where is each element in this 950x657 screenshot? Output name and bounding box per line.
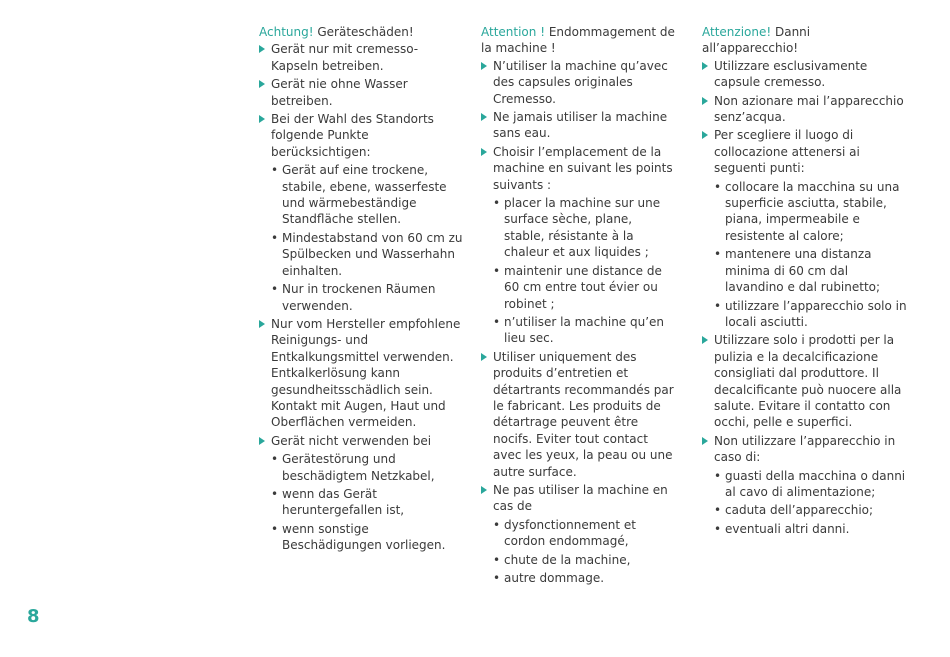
- sub-list-item: [271, 451, 464, 484]
- sub-list-item: [271, 162, 464, 228]
- dot-bullet-icon: •: [271, 163, 279, 178]
- sub-list-item: [271, 230, 464, 279]
- triangle-bullet-icon: [481, 353, 487, 361]
- list-item: [259, 111, 464, 314]
- list-item-text: Non azionare mai l’apparecchio senz’acqua.: [714, 93, 904, 125]
- list-item-text: Gerät nie ohne Wasser betreiben.: [271, 77, 408, 108]
- triangle-bullet-icon: [481, 486, 487, 494]
- warning-title: Danni all’apparecchio!: [702, 25, 811, 56]
- warning-heading: [481, 24, 676, 57]
- list-item-text: Utilizzare esclusivamente capsule cremesso.: [714, 58, 868, 90]
- list-item: [481, 482, 676, 586]
- sub-item-text: utilizzare l’apparecchio solo in locali asciutti.: [725, 298, 907, 329]
- dot-bullet-icon: •: [271, 452, 279, 467]
- list-item-text: Choisir l’emplacement de la machine en suivant les points suivants :: [493, 144, 673, 192]
- warning-heading: [702, 24, 910, 57]
- list-item-text: Gerät nur mit cremesso-Kapseln betreiben.: [271, 42, 419, 73]
- list-item: [259, 41, 464, 74]
- sub-item-text: eventuali altri danni.: [725, 521, 850, 536]
- dot-bullet-icon: •: [493, 552, 501, 567]
- triangle-bullet-icon: [702, 62, 708, 70]
- page-number: 8: [27, 606, 40, 627]
- triangle-bullet-icon: [481, 62, 487, 70]
- list-item: [259, 433, 464, 554]
- triangle-bullet-icon: [481, 148, 487, 156]
- sub-item-text: dysfonctionnement et cordon endommagé,: [504, 517, 636, 549]
- sub-list-item: [271, 521, 464, 554]
- sub-list: [714, 468, 910, 538]
- sub-list-item: [493, 263, 676, 312]
- triangle-bullet-icon: [702, 336, 708, 344]
- sub-item-text: autre dommage.: [504, 571, 605, 585]
- triangle-bullet-icon: [259, 80, 265, 88]
- dot-bullet-icon: •: [714, 298, 722, 313]
- warning-heading: [259, 24, 464, 40]
- list-item: [481, 109, 676, 142]
- sub-list: [271, 162, 464, 314]
- sub-item-text: wenn das Gerät heruntergefallen ist,: [282, 486, 405, 518]
- sub-item-text: collocare la macchina su una superficie asciutta, stabile, piana, impermeabile e resistente al calore;: [725, 179, 900, 243]
- sub-list-item: [493, 195, 676, 261]
- triangle-bullet-icon: [702, 97, 708, 105]
- list-item: [702, 93, 910, 126]
- list-item-text: Ne pas utiliser la machine en cas de: [493, 482, 668, 514]
- list-item-text: Gerät nicht verwenden bei: [271, 433, 432, 448]
- instruction-list: [702, 58, 910, 537]
- warning-label: Attenzione!: [702, 25, 772, 39]
- sub-list: [271, 451, 464, 553]
- list-item: [702, 433, 910, 537]
- list-item: [481, 144, 676, 347]
- triangle-bullet-icon: [702, 131, 708, 139]
- triangle-bullet-icon: [259, 437, 265, 445]
- dot-bullet-icon: •: [493, 263, 501, 278]
- dot-bullet-icon: •: [493, 196, 501, 211]
- triangle-bullet-icon: [481, 113, 487, 121]
- list-item-text: Bei der Wahl des Standorts folgende Punkte berücksichtigen:: [271, 112, 434, 159]
- dot-bullet-icon: •: [271, 282, 279, 297]
- sub-item-text: Gerätestörung und beschädigtem Netzkabel,: [282, 452, 435, 483]
- instruction-list: [481, 58, 676, 587]
- dot-bullet-icon: •: [271, 230, 279, 245]
- list-item-text: Non utilizzare l’apparecchio in caso di:: [714, 433, 896, 465]
- sub-list-item: [714, 468, 910, 501]
- dot-bullet-icon: •: [493, 314, 501, 329]
- list-item-text: Per scegliere il luogo di collocazione attenersi ai seguenti punti:: [714, 128, 860, 176]
- sub-list-item: [714, 179, 910, 245]
- list-item-text: Utilizzare solo i prodotti per la pulizia e la decalcificazione consigliati dal produttore. Il decalcificante può nuocere alla salute. Evitare il contatto con occhi, pelle e superfici.: [714, 333, 902, 430]
- sub-list-item: [493, 552, 676, 568]
- warning-title: Geräteschäden!: [313, 25, 414, 39]
- instruction-list: [259, 41, 464, 553]
- column-german: [259, 24, 464, 556]
- sub-list-item: [493, 314, 676, 347]
- triangle-bullet-icon: [702, 437, 708, 445]
- list-item-text: Ne jamais utiliser la machine sans eau.: [493, 110, 668, 141]
- sub-item-text: n’utiliser la machine qu’en lieu sec.: [504, 314, 665, 346]
- triangle-bullet-icon: [259, 115, 265, 123]
- list-item-text: Utiliser uniquement des produits d’entretien et détartrants recommandés par le fabricant. Les produits de détartrage peuvent être nocifs. Eviter tout contact avec les yeux, la peau ou une autre surface.: [493, 349, 674, 479]
- sub-item-text: chute de la machine,: [504, 552, 631, 567]
- list-item: [702, 127, 910, 330]
- warning-label: Attention !: [481, 25, 546, 39]
- triangle-bullet-icon: [259, 320, 265, 328]
- sub-list-item: [493, 517, 676, 550]
- list-item: [702, 332, 910, 430]
- list-item-text: N’utiliser la machine qu’avec des capsules originales Cremesso.: [493, 58, 668, 106]
- dot-bullet-icon: •: [714, 503, 722, 518]
- dot-bullet-icon: •: [493, 571, 501, 585]
- list-item-text: Nur vom Hersteller empfohlene Reinigungs- und Entkalkungsmittel verwenden. Entkalkerlösung kann gesundheitsschädlich sein. Kontakt mit Augen, Haut und Oberflächen vermeiden.: [271, 316, 461, 430]
- warning-title: Endommagement de la machine !: [481, 25, 675, 56]
- sub-item-text: wenn sonstige Beschädigungen vorliegen.: [282, 521, 446, 553]
- dot-bullet-icon: •: [271, 521, 279, 536]
- sub-list-item: [714, 502, 910, 518]
- dot-bullet-icon: •: [493, 517, 501, 532]
- sub-item-text: Nur in trockenen Räumen verwenden.: [282, 282, 436, 313]
- sub-list-item: [714, 298, 910, 331]
- column-french: [481, 24, 676, 588]
- sub-item-text: Mindestabstand von 60 cm zu Spülbecken und Wasserhahn einhalten.: [282, 230, 463, 278]
- list-item: [259, 76, 464, 109]
- sub-list: [493, 195, 676, 347]
- dot-bullet-icon: •: [714, 521, 722, 536]
- sub-list-item: [271, 486, 464, 519]
- sub-list: [493, 517, 676, 587]
- warning-label: Achtung!: [259, 25, 314, 39]
- sub-list: [714, 179, 910, 331]
- dot-bullet-icon: •: [271, 486, 279, 501]
- dot-bullet-icon: •: [714, 247, 722, 262]
- sub-item-text: mantenere una distanza minima di 60 cm dal lavandino e dal rubinetto;: [725, 247, 881, 295]
- dot-bullet-icon: •: [714, 179, 722, 194]
- list-item: [702, 58, 910, 91]
- sub-item-text: placer la machine sur une surface sèche, plane, stable, résistante à la chaleur et aux liquides ;: [504, 196, 661, 260]
- list-item: [259, 316, 464, 431]
- triangle-bullet-icon: [259, 45, 265, 53]
- sub-list-item: [714, 246, 910, 295]
- list-item: [481, 58, 676, 107]
- sub-list-item: [271, 281, 464, 314]
- sub-list-item: [714, 521, 910, 537]
- sub-item-text: guasti della macchina o danni al cavo di alimentazione;: [725, 468, 906, 499]
- sub-item-text: caduta dell’apparecchio;: [725, 503, 874, 518]
- column-italian: [702, 24, 910, 539]
- sub-item-text: Gerät auf eine trockene, stabile, ebene, wasserfeste und wärmebeständige Standfläche stellen.: [282, 163, 447, 227]
- dot-bullet-icon: •: [714, 468, 722, 483]
- sub-list-item: [493, 570, 676, 586]
- sub-item-text: maintenir une distance de 60 cm entre tout évier ou robinet ;: [504, 263, 662, 311]
- list-item: [481, 349, 676, 480]
